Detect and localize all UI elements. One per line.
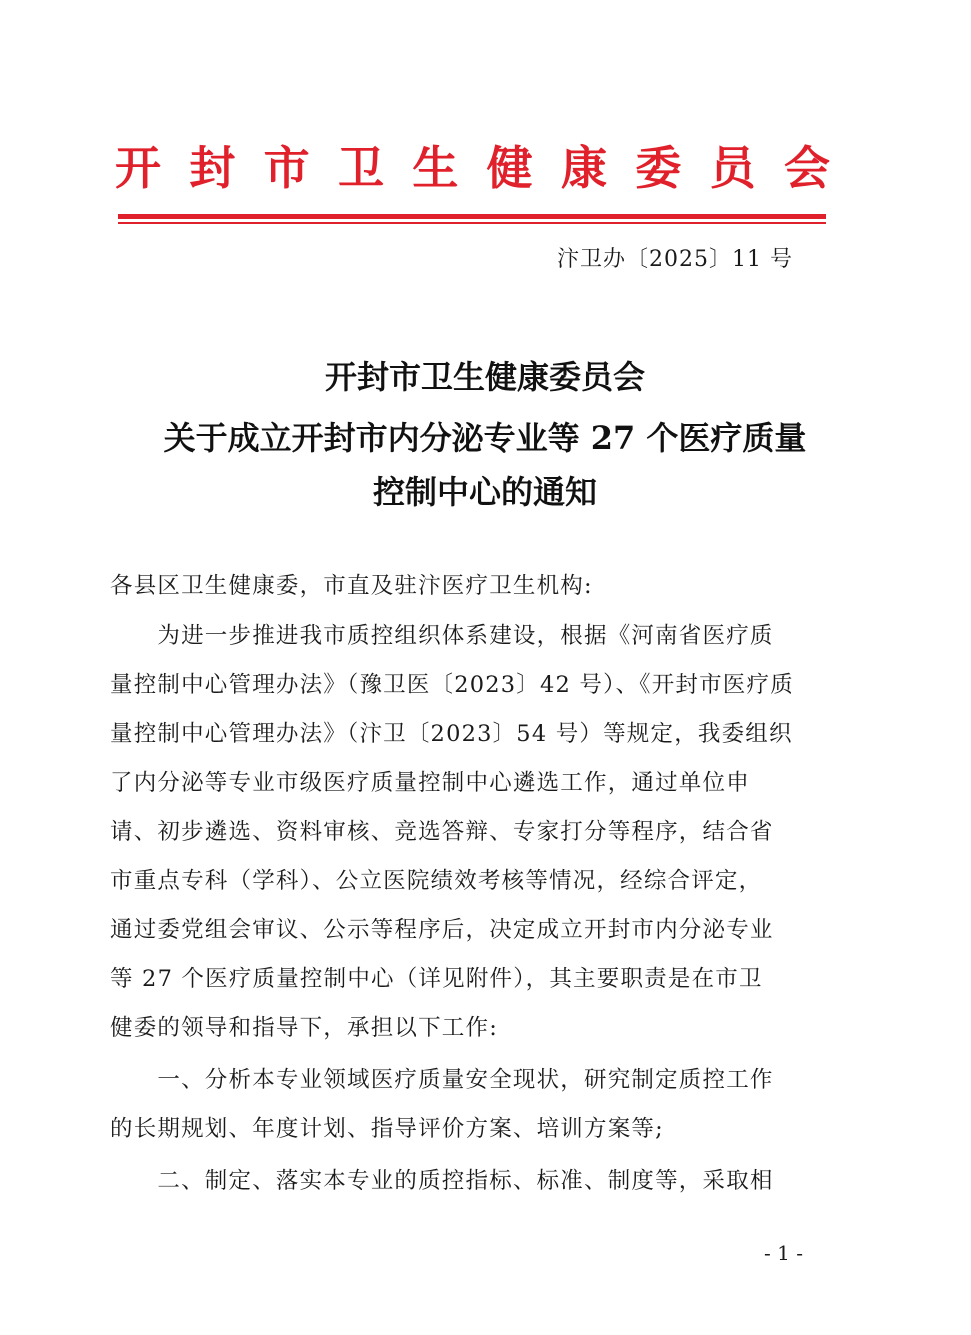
red-divider-thick xyxy=(118,214,826,219)
masthead-char: 会 xyxy=(783,141,830,195)
red-divider-thin xyxy=(118,222,826,224)
page-number: - 1 - xyxy=(764,1241,803,1265)
body-line: 一、分析本专业领域医疗质量安全现状，研究制定质控工作 xyxy=(110,1067,774,1093)
masthead-char: 卫 xyxy=(337,141,384,195)
body-line: 请、初步遴选、资料审核、竞选答辩、专家打分等程序，结合省 xyxy=(110,819,774,845)
masthead-char: 员 xyxy=(709,141,756,195)
masthead-char: 市 xyxy=(263,141,310,195)
body-line: 为进一步推进我市质控组织体系建设，根据《河南省医疗质 xyxy=(110,623,774,649)
body-line: 通过委党组会审议、公示等程序后，决定成立开封市内分泌专业 xyxy=(110,917,774,943)
title-line-3: 控制中心的通知 xyxy=(372,473,597,511)
masthead-char: 康 xyxy=(560,141,607,195)
body-line: 量控制中心管理办法》（汴卫〔2023〕54 号）等规定，我委组织 xyxy=(110,721,793,747)
body-line: 等 27 个医疗质量控制中心（详见附件），其主要职责是在市卫 xyxy=(110,966,763,992)
masthead xyxy=(115,138,830,198)
body-line: 量控制中心管理办法》（豫卫医〔2023〕42 号）、《开封市医疗质 xyxy=(110,672,794,698)
body-line: 健委的领导和指导下，承担以下工作: xyxy=(110,1015,498,1041)
body-line: 二、制定、落实本专业的质控指标、标准、制度等，采取相 xyxy=(110,1168,774,1194)
masthead-char: 封 xyxy=(189,141,236,195)
body-line: 市重点专科（学科）、公立医院绩效考核等情况，经综合评定， xyxy=(110,868,763,894)
masthead-char: 健 xyxy=(486,141,533,195)
body-line: 的长期规划、年度计划、指导评价方案、培训方案等; xyxy=(110,1116,664,1142)
title-line-2: 关于成立开封市内分泌专业等 27 个医疗质量 xyxy=(163,419,807,457)
salutation: 各县区卫生健康委，市直及驻汴医疗卫生机构: xyxy=(110,573,593,599)
masthead-char: 委 xyxy=(635,141,682,195)
masthead-char: 生 xyxy=(412,141,459,195)
body-line: 了内分泌等专业市级医疗质量控制中心遴选工作，通过单位申 xyxy=(110,770,750,796)
masthead-char: 开 xyxy=(115,141,161,195)
document-number: 汴卫办〔2025〕11 号 xyxy=(557,247,793,272)
title-line-1: 开封市卫生健康委员会 xyxy=(324,358,645,396)
